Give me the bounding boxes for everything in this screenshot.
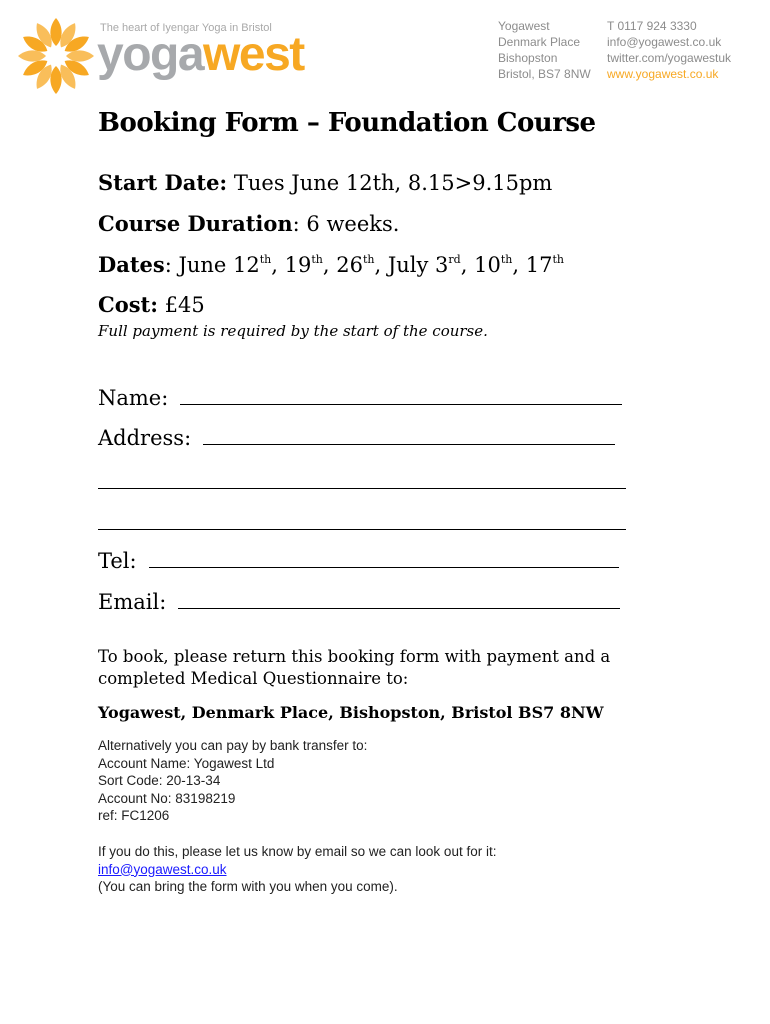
address-field[interactable] <box>98 426 615 450</box>
name-label: Name: <box>98 386 169 410</box>
postal-address-block <box>498 18 591 82</box>
bring-form-note: (You can bring the form with you when you come). <box>98 879 398 894</box>
payment-reference: ref: FC1206 <box>98 808 170 823</box>
account-name: Account Name: Yogawest Ltd <box>98 755 275 771</box>
address-line: Bristol, BS7 8NW <box>498 67 591 81</box>
twitter-link[interactable]: twitter.com/yogawestuk <box>607 51 732 65</box>
address-line: Bishopston <box>498 51 558 65</box>
email-link[interactable]: info@yogawest.co.uk <box>98 861 227 877</box>
duration-label: Course Duration <box>98 211 293 236</box>
course-date: 19th <box>284 253 323 277</box>
cost-label: Cost: <box>98 292 158 317</box>
name-line[interactable] <box>180 386 622 405</box>
phone: T 0117 924 3330 <box>607 19 697 33</box>
address-line-1[interactable] <box>203 426 615 445</box>
course-duration <box>98 211 399 236</box>
address-line-3[interactable] <box>98 529 626 530</box>
address-line: Yogawest <box>498 19 550 33</box>
website-link[interactable]: www.yogawest.co.uk <box>607 67 719 81</box>
bank-intro: Alternatively you can pay by bank transfer to: <box>98 738 368 753</box>
lotus-flower-icon <box>16 16 96 96</box>
cost-value: £45 <box>158 293 205 317</box>
address-line-2[interactable] <box>98 488 626 489</box>
course-date: 10th <box>474 253 513 277</box>
course-date: 26th <box>336 253 375 277</box>
email-line[interactable] <box>178 590 620 609</box>
tel-line[interactable] <box>149 549 619 568</box>
booking-instructions: To book, please return this booking form with payment and a completed Medical Questionnaire to: <box>98 647 611 688</box>
cost <box>98 292 205 317</box>
tel-field[interactable] <box>98 549 619 573</box>
start-date-label: Start Date: <box>98 170 228 195</box>
course-date: 17th <box>525 253 564 277</box>
course-dates: Dates: June 12th, 19th, 26th, July 3rd, 10th, 17th <box>98 252 564 277</box>
sort-code: Sort Code: 20-13-34 <box>98 773 221 788</box>
email-field[interactable] <box>98 590 620 614</box>
name-field[interactable] <box>98 386 622 410</box>
email-notice-text: If you do this, please let us know by email so we can look out for it: <box>98 844 497 859</box>
email-contact[interactable]: info@yogawest.co.uk <box>607 35 722 49</box>
duration-value: : 6 weeks. <box>292 212 400 236</box>
course-date: July 3rd <box>387 253 461 277</box>
brand-yoga: yoga <box>97 28 204 81</box>
contact-block <box>607 18 731 82</box>
dates-list: 12th, 19th, 26th, July 3rd, 10th, 17th <box>233 253 564 277</box>
account-number: Account No: 83198219 <box>98 790 236 806</box>
bank-transfer-details <box>98 737 367 825</box>
dates-label: Dates <box>98 252 165 277</box>
address-label: Address: <box>98 426 192 450</box>
start-date <box>98 170 552 195</box>
start-date-value: Tues June 12th, 8.15>9.15pm <box>227 171 553 195</box>
page-title: Booking Form – Foundation Course <box>98 108 596 138</box>
return-address: Yogawest, Denmark Place, Bishopston, Bristol BS7 8NW <box>98 703 604 722</box>
address-line: Denmark Place <box>498 35 581 49</box>
course-date: 12th <box>233 253 272 277</box>
tagline: The heart of Iyengar Yoga in Bristol <box>100 22 272 34</box>
tel-label: Tel: <box>98 549 137 573</box>
payment-note: Full payment is required by the start of the course. <box>98 322 488 340</box>
email-label: Email: <box>98 590 167 614</box>
email-notice <box>98 843 496 896</box>
brand-wordmark <box>97 26 304 84</box>
brand-west: west <box>203 28 304 81</box>
